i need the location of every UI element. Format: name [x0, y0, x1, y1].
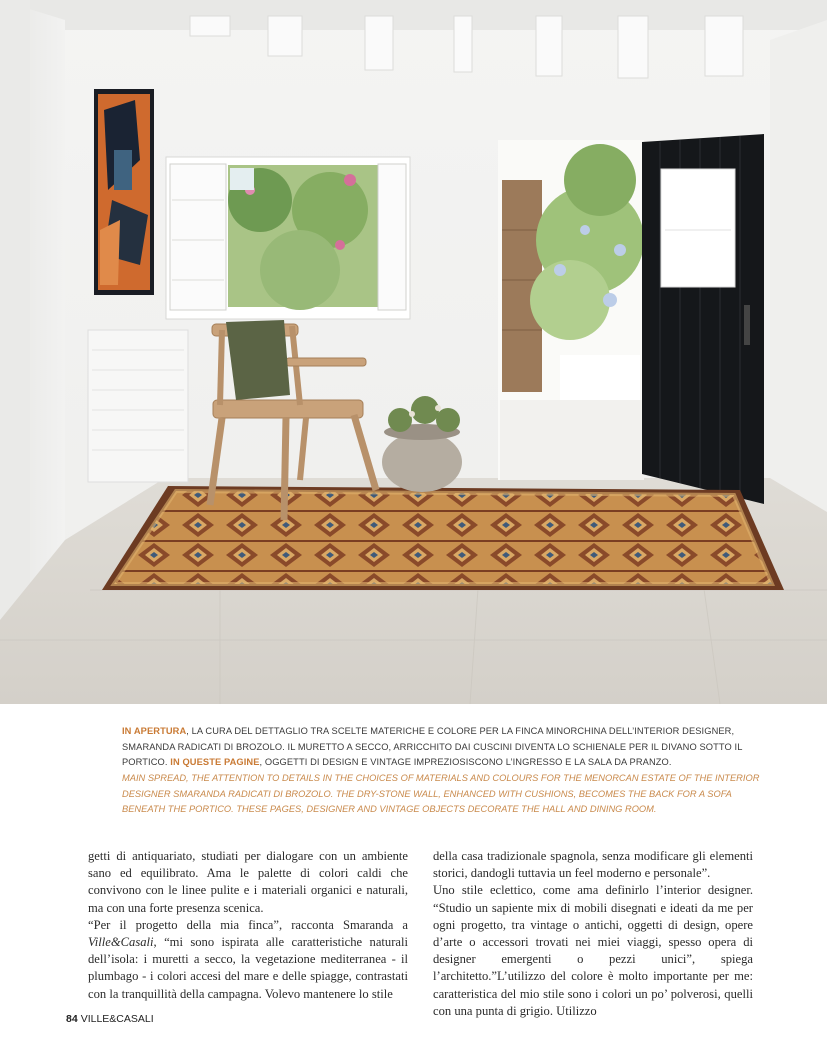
caption-lead-2: IN QUESTE PAGINE	[170, 757, 260, 767]
caption-english: MAIN SPREAD, THE ATTENTION TO DETAILS IN THE CHOICES OF MATERIALS AND COLOURS FOR THE MENORCAN ESTATE OF THE INTERIOR DESIGNER SMARANDA RADICATI DI BROZOLO. THE DRY-STONE WALL, ENHANCED WITH CUSHIONS, BECOMES THE BACK FOR A SOFA BENEATH THE PORTICO. THESE PAGES, DESIGNER AND VINTAGE OBJECTS DECORATE THE HALL AND DINING ROOM.	[122, 773, 760, 814]
body-paragraph: getti di antiquariato, studiati per dialogare con un ambiente sano ed equilibrato. Ama le palette di colori caldi che convivono con le linee pulite e i materiali organici e naturali, ma con una forte presenza scenica.	[88, 849, 408, 915]
magazine-name-inline: Ville&Casali	[88, 935, 154, 950]
body-paragraph-quote	[88, 917, 408, 1003]
quote-text-start: “Per il progetto della mia finca”, racconta Smaranda a	[88, 917, 408, 932]
caption-text-1: , LA CURA DEL DETTAGLIO TRA SCELTE MATERICHE E COLORE PER LA FINCA MINORCHINA DELL’INTERIOR DESIGNER, SMARANDA RADICATI DI BROZOLO. IL MURETTO A SECCO, ARRICCHITO DAI CUSCINI DIVENTA LO SCHIENALE PER IL DIVANO SOTTO IL PORTICO.	[122, 726, 743, 767]
body-column-right	[433, 848, 753, 1020]
caption-text-2: , OGGETTI DI DESIGN E VINTAGE IMPREZIOSISCONO L’INGRESSO E LA SALA DA PRANZO.	[259, 757, 672, 767]
caption-lead-1: IN APERTURA	[122, 726, 187, 736]
page-number: 84	[66, 1013, 78, 1025]
body-paragraph: Uno stile eclettico, come ama definirlo l’interior designer. “Studio un sapiente mix di mobili disegnati e ideati da me per ogni progetto, tra vintage o antichi, oggetti di design, opere d’arte o accessori trovati nei miei viaggi, spesso opera di designer emergenti o pezzi unici”, spiega l’architetto.”L’utilizzo del colore è molto importante per me: caratteristica del mio stile sono i colori un po’ polverosi, quelli con una punta di grigio. Utilizzo	[433, 883, 753, 1018]
quote-text-rest: , “mi sono ispirata alle caratteristiche naturali dell’isola: i muretti a secco, la vegetazione mediterranea - il plumbago - i colori accesi del mare e delle spiagge, contrastati con la tranquillità della campagna. Volevo mantenere lo stile	[88, 935, 408, 1001]
caption-italian	[122, 724, 762, 771]
body-column-left	[88, 848, 408, 1003]
magazine-name: VILLE&CASALI	[80, 1013, 154, 1025]
body-paragraph: della casa tradizionale spagnola, senza modificare gli elementi storici, dandogli tuttavia un feel moderno e personale”.	[433, 849, 753, 881]
page-folio	[66, 1013, 154, 1025]
